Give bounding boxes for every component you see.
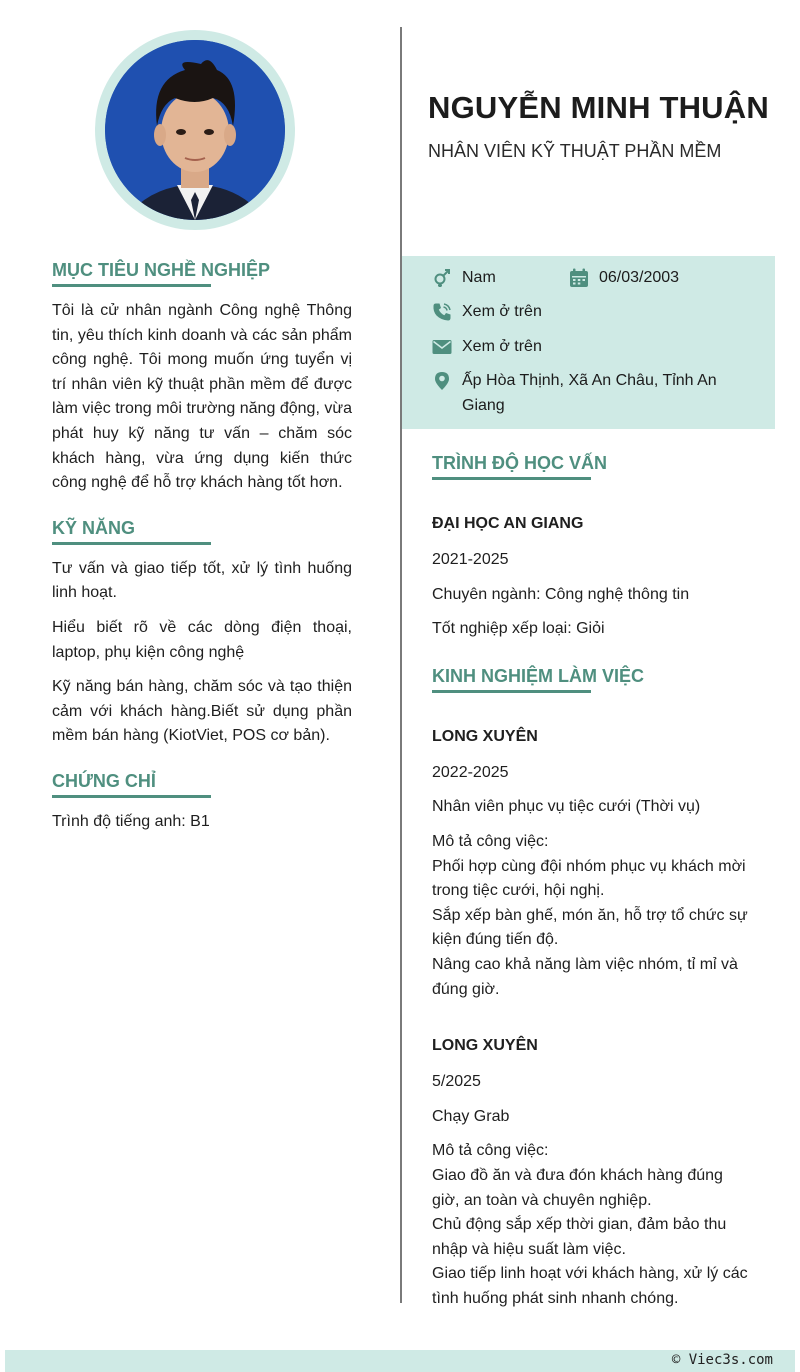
- job-description: [432, 830, 752, 1002]
- job-desc-line: Sắp xếp bàn ghế, món ăn, hỗ trợ tổ chức sự kiện đúng tiến độ.: [432, 906, 748, 949]
- job-description: [432, 1139, 752, 1311]
- job-desc-label: Mô tả công việc:: [432, 1142, 549, 1160]
- phone-icon: [432, 300, 462, 324]
- job-role: Nhân viên phục vụ tiệc cưới (Thời vụ): [432, 798, 701, 816]
- calendar-icon: [569, 266, 599, 290]
- right-column: [432, 449, 752, 1311]
- school-name: ĐẠI HỌC AN GIANG: [432, 515, 584, 532]
- footer-bar: [5, 1350, 795, 1372]
- experience-entry: [432, 727, 752, 1002]
- contact-address: [432, 369, 752, 418]
- column-divider: [400, 27, 402, 1303]
- job-org: LONG XUYÊN: [432, 727, 538, 745]
- job-desc-label: Mô tả công việc:: [432, 832, 549, 850]
- skill-item: Tư vấn và giao tiếp tốt, xử lý tình huống linh hoạt.: [52, 559, 352, 602]
- contact-birthdate: [569, 266, 679, 291]
- job-desc-line: Giao đồ ăn và đưa đón khách hàng đúng giờ, an toàn và chuyên nghiệp.: [432, 1166, 723, 1209]
- job-desc-line: Nâng cao khả năng làm việc nhóm, tỉ mỉ và đúng giờ.: [432, 955, 738, 998]
- candidate-name: NGUYỄN MINH THUẬN: [428, 90, 769, 125]
- location-icon: [432, 369, 462, 393]
- experience-title: KINH NGHIỆM LÀM VIỆC: [432, 665, 645, 686]
- certificates-rule: [52, 795, 211, 798]
- skill-item: Hiểu biết rõ về các dòng điện thoại, laptop, phụ kiện công nghệ: [52, 618, 352, 661]
- certificate-item: Trình độ tiếng anh: B1: [52, 812, 210, 830]
- gender-icon: [432, 266, 462, 290]
- certificates-title: CHỨNG CHỈ: [52, 770, 156, 791]
- skill-item: Kỹ năng bán hàng, chăm sóc và tạo thiện cảm với khách hàng.Biết sử dụng phần mềm bán hàng (KiotViet, POS cơ bản).: [52, 678, 352, 745]
- address-value: Ấp Hòa Thịnh, Xã An Châu, Tỉnh An Giang: [462, 372, 717, 414]
- contact-email: [432, 335, 542, 360]
- job-desc-line: Giao tiếp linh hoạt với khách hàng, xử lý các tình huống phát sinh nhanh chóng.: [432, 1265, 748, 1307]
- education-title: TRÌNH ĐỘ HỌC VẤN: [432, 453, 607, 473]
- job-org: LONG XUYÊN: [432, 1037, 538, 1055]
- job-desc-line: Phối hợp cùng đội nhóm phục vụ khách mời trong tiệc cưới, hội nghị.: [432, 857, 746, 900]
- birthdate-value: 06/03/2003: [599, 269, 680, 286]
- job-period: 5/2025: [432, 1073, 481, 1091]
- skills-rule: [52, 542, 211, 545]
- footer-watermark: © Viec3s.com: [671, 1352, 773, 1368]
- experience-rule: [432, 690, 591, 693]
- objective-text: Tôi là cử nhân ngành Công nghệ Thông tin, yêu thích kinh doanh và các sản phẩm công nghệ. Tôi mong muốn ứng tuyển vị trí nhân viên kỹ thuật phần mềm để được làm việc trong môi trường năng động, vừa phát huy kỹ năng tư vấn – chăm sóc khách hàng, vừa ứng dụng kiến thức công nghệ để hỗ trợ khách hàng tốt hơn.: [52, 302, 352, 492]
- avatar-ring: [95, 30, 295, 230]
- education-major: Chuyên ngành: Công nghệ thông tin: [432, 585, 690, 603]
- gender-value: Nam: [462, 269, 496, 286]
- email-value: Xem ở trên: [462, 338, 542, 355]
- phone-value: Xem ở trên: [462, 303, 542, 320]
- avatar: [105, 40, 285, 220]
- candidate-title: NHÂN VIÊN KỸ THUẬT PHẦN MỀM: [428, 141, 722, 161]
- job-period: 2022-2025: [432, 763, 509, 781]
- contact-phone: [432, 300, 542, 325]
- contact-panel: [402, 256, 775, 429]
- skills-title: KỸ NĂNG: [52, 517, 136, 538]
- education-grade: Tốt nghiệp xếp loại: Giỏi: [432, 620, 605, 638]
- experience-entry: [432, 1036, 752, 1311]
- education-rule: [432, 477, 591, 480]
- job-desc-line: Chủ động sắp xếp thời gian, đảm bảo thu nhập và hiệu suất làm việc.: [432, 1216, 727, 1258]
- contact-gender: [432, 266, 496, 291]
- objective-title: MỤC TIÊU NGHỀ NGHIỆP: [52, 260, 271, 280]
- objective-rule: [52, 284, 211, 287]
- left-column: [52, 256, 352, 835]
- email-icon: [432, 335, 462, 359]
- job-role: Chạy Grab: [432, 1107, 510, 1125]
- education-period: 2021-2025: [432, 551, 509, 568]
